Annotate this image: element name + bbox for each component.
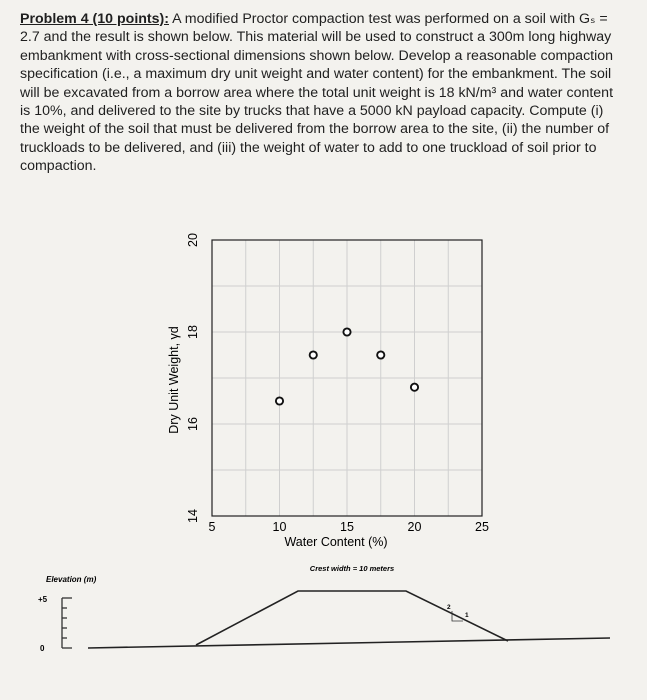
x-tick-labels xyxy=(209,520,489,534)
chart-grid xyxy=(212,240,482,516)
y-tick-label: 18 xyxy=(186,325,200,339)
elevation-scale xyxy=(62,598,72,648)
compaction-chart xyxy=(167,233,489,549)
y-tick-label: 20 xyxy=(186,233,200,247)
data-point xyxy=(276,397,283,404)
x-tick-label: 5 xyxy=(208,520,216,534)
crest-width-label: Crest width = 10 meters xyxy=(309,564,395,573)
slope-rise-label: 2 xyxy=(447,604,451,611)
y-tick-labels xyxy=(186,233,200,523)
embankment-section xyxy=(38,564,610,653)
problem-heading: Problem 4 (10 points): xyxy=(20,11,169,27)
y-tick-label: 16 xyxy=(186,417,200,431)
data-point xyxy=(343,328,350,335)
data-point xyxy=(411,384,418,391)
problem-body: A modified Proctor compaction test was performed on a soil with Gₛ = 2.7 and the result is shown below. This material will be used to construct a 300m long highway embankment with cross-sectional dimensions shown below. Develop a reasonable compaction specification (i.e., a maximum dry unit weight and water content) for the embankment. The soil will be excavated from a borrow area where the total unit weight is 18 kN/m³ and water content is 10%, and delivered to the site by trucks that have a 5000 kN payload capacity. Compute (i) the weight of the soil that must be delivered from the borrow area to the site, (ii) the number of truckloads to be delivered, and (iii) the weight of water to add to one truckload of soil prior to compaction. xyxy=(20,11,614,175)
slope-run-label: 1 xyxy=(465,612,469,619)
embankment-outline xyxy=(196,591,508,645)
y-tick-label: 14 xyxy=(186,509,200,523)
x-tick-label: 10 xyxy=(272,520,287,534)
x-tick-label: 25 xyxy=(475,520,489,534)
x-tick-label: 20 xyxy=(407,520,422,534)
data-point xyxy=(377,351,384,358)
data-point xyxy=(310,351,317,358)
y-axis-label: Dry Unit Weight, γd xyxy=(167,326,181,434)
elevation-label: Elevation (m) xyxy=(46,575,97,584)
x-tick-label: 15 xyxy=(340,520,354,534)
elevation-bottom-label: 0 xyxy=(40,644,45,653)
ground-line xyxy=(88,638,610,648)
elevation-top-label: +5 xyxy=(38,595,48,604)
x-axis-label: Water Content (%) xyxy=(284,535,388,549)
